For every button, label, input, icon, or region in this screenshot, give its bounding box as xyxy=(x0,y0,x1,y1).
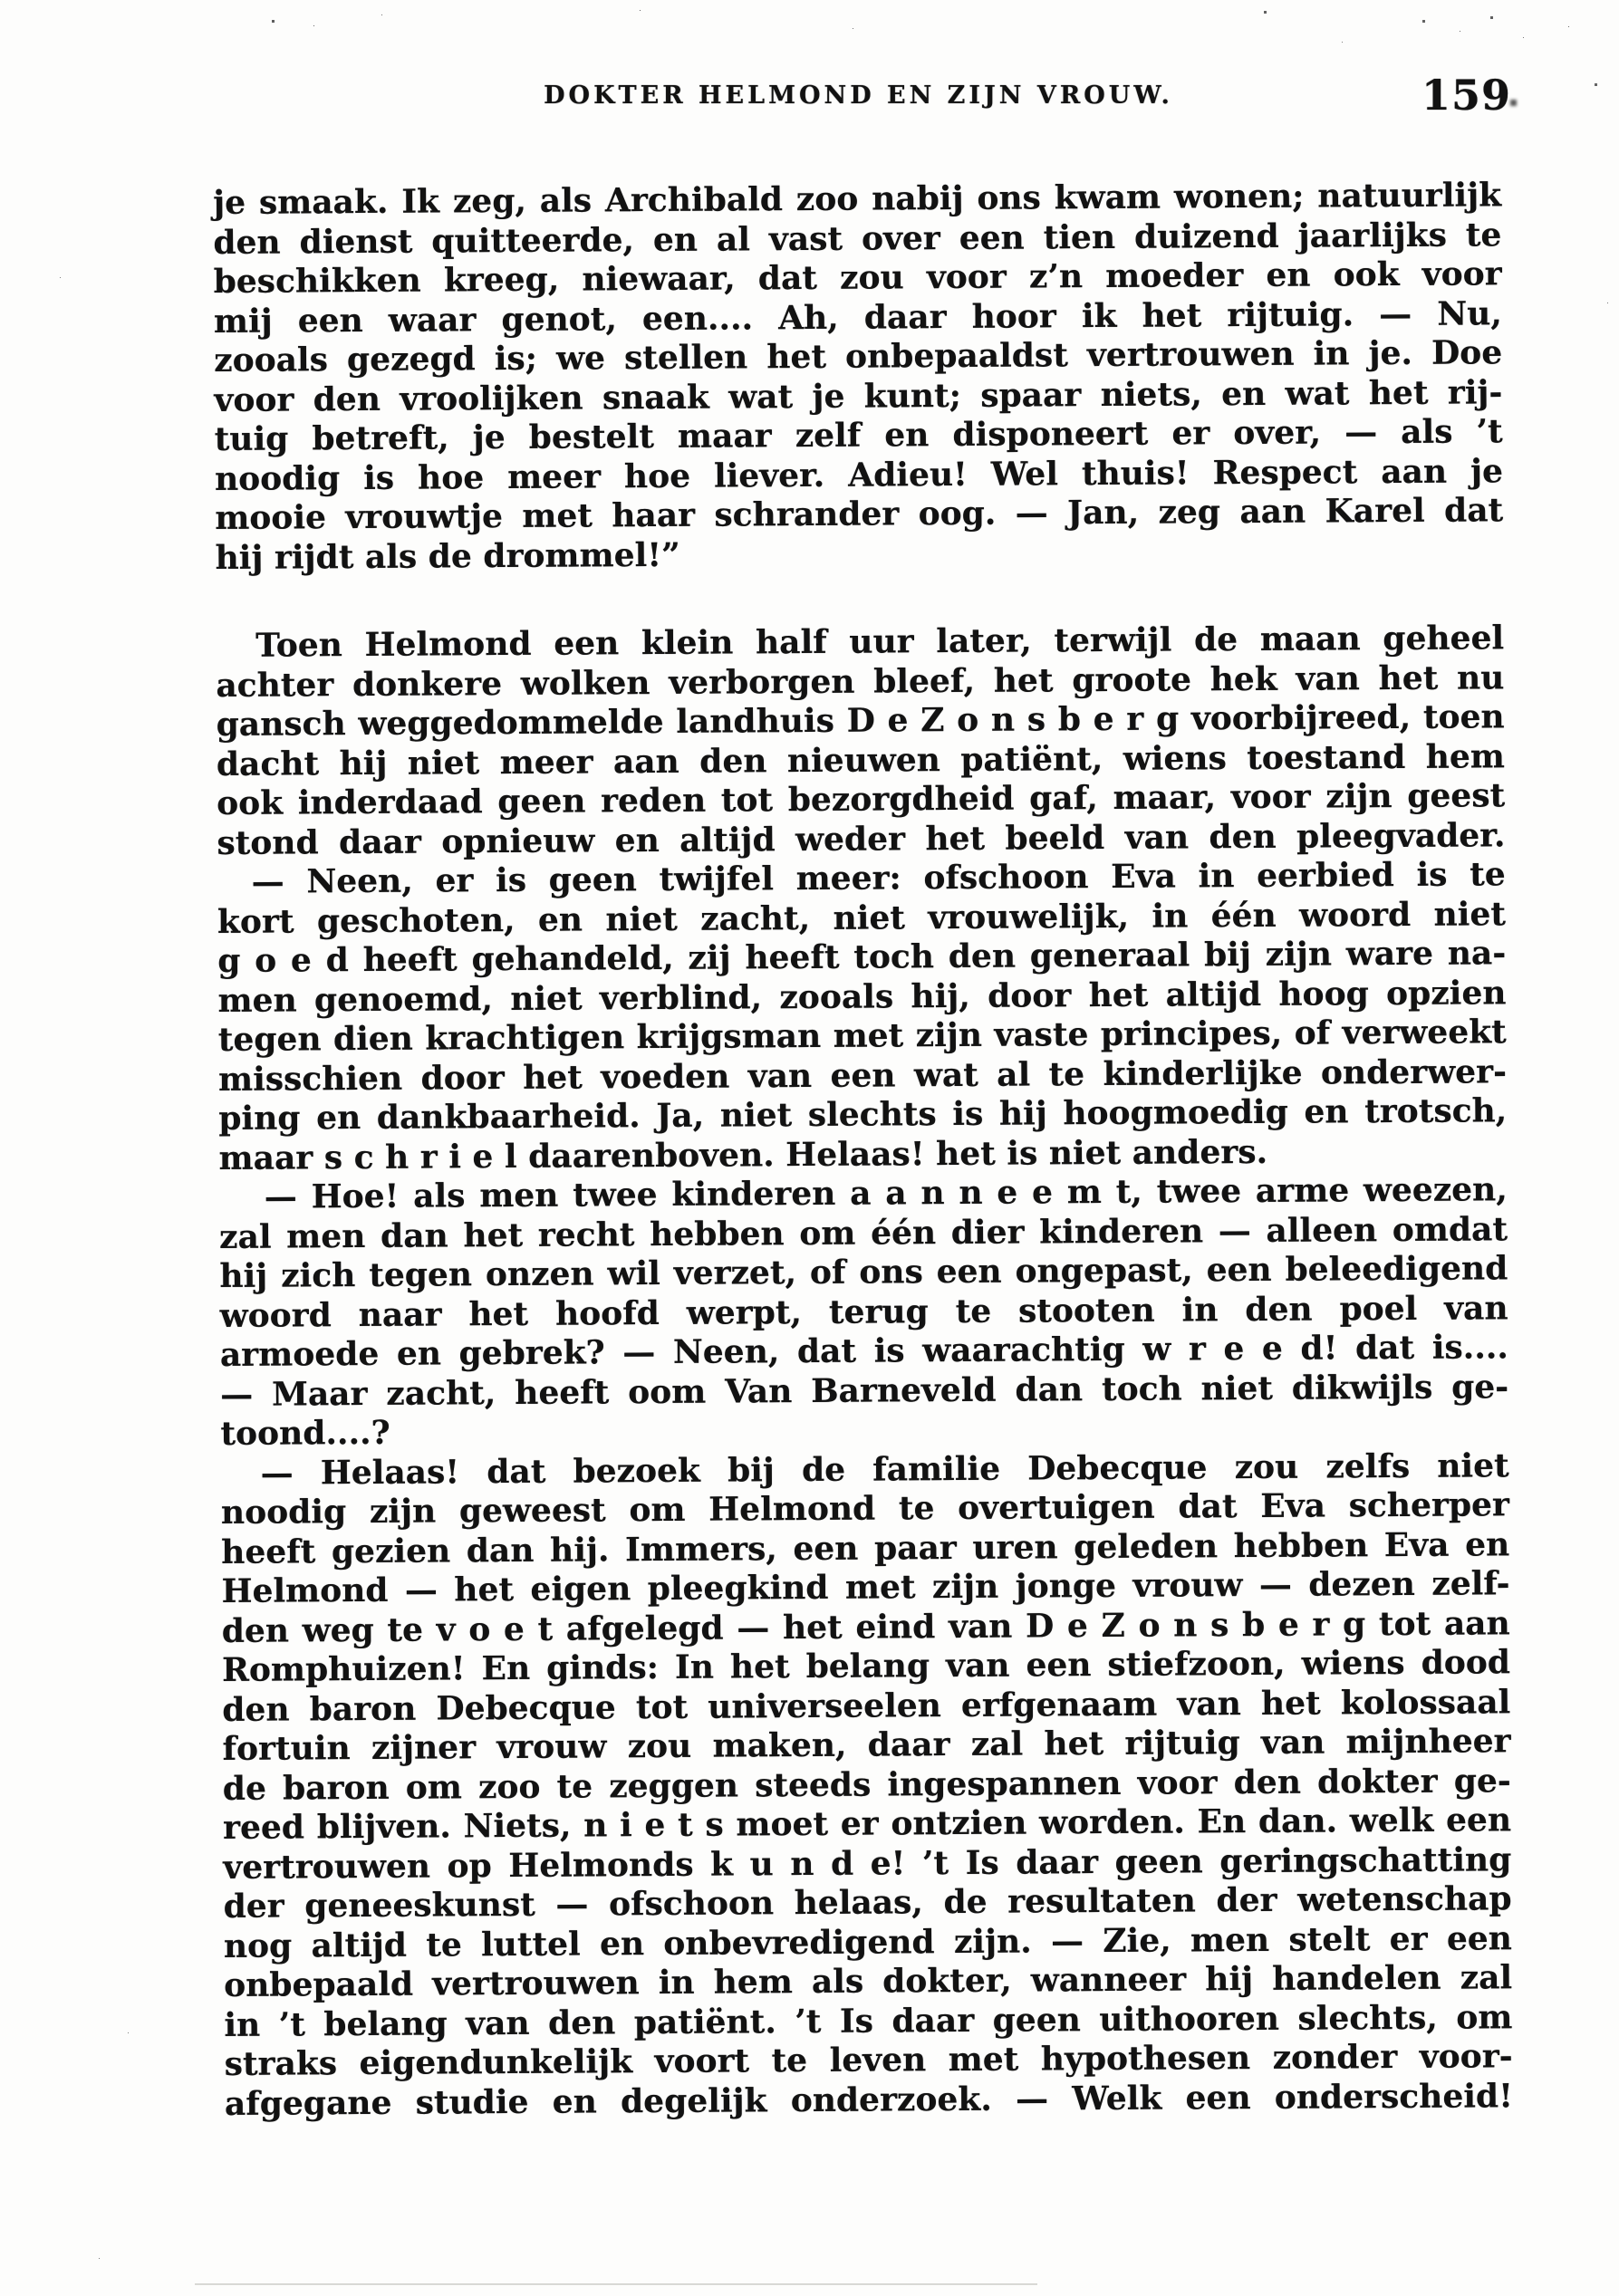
text-line: hij zich tegen onzen wil verzet, of ons een ongepast, een beleedigend xyxy=(219,1249,1508,1295)
text-line: men genoemd, niet verblind, zooals hij, door het altijd hoog opzien xyxy=(217,973,1507,1020)
text-line: voor den vroolijken snaak wat je kunt; spaar niets, en wat het rij- xyxy=(214,372,1503,419)
text-line: — Hoe! als men twee kinderen a a n n e e m t, twee arme weezen, xyxy=(264,1170,1508,1216)
text-line: Toen Helmond een klein half uur later, terwijl de maan geheel xyxy=(255,619,1505,665)
text-line: gansch weggedommelde landhuis D e Z o n s b e r g voorbijreed, toen xyxy=(216,697,1505,744)
text-line: — Maar zacht, heeft oom Van Barneveld dan toch niet dikwijls ge- xyxy=(220,1367,1509,1414)
text-line: onbepaald vertrouwen in hem als dokter, wanneer hij handelen zal xyxy=(224,1958,1513,2004)
text-line: beschikken kreeg, niewaar, dat zou voor z’n moeder en ook voor xyxy=(213,255,1502,301)
text-line: tuig betreft, je bestelt maar zelf en disponeert er over, — als ’t xyxy=(214,412,1503,458)
text-line: dacht hij niet meer aan den nieuwen patiënt, wiens toestand hem xyxy=(216,736,1506,783)
page-number: 159 xyxy=(1421,71,1511,120)
scan-noise-specks xyxy=(0,0,3,3)
text-line: — Helaas! dat bezoek bij de familie Debecque zou zelfs niet xyxy=(260,1446,1509,1493)
text-line: ook inderdaad geen reden tot bezorgdheid gaf, maar, voor zijn geest xyxy=(217,776,1506,822)
page-header xyxy=(213,71,1511,129)
text-line: noodig is hoe meer hoe liever. Adieu! Wel thuis! Respect aan je xyxy=(214,451,1504,498)
text-line: zooals gezegd is; we stellen het onbepaaldst vertrouwen in je. Doe xyxy=(214,333,1503,379)
text-line: fortuin zijner vrouw zou maken, daar zal het rijtuig van mijnheer xyxy=(222,1722,1511,1768)
page-body-text xyxy=(213,176,1513,2124)
text-line: achter donkere wolken verborgen bleef, het groote hek van het nu xyxy=(216,658,1505,705)
text-line: stond daar opnieuw en altijd weder het beeld van den pleegvader. xyxy=(217,815,1506,862)
text-line: nog altijd te luttel en onbevredigend zijn. — Zie, men stelt er een xyxy=(223,1918,1512,1965)
text-line: misschien door het voeden van een wat al te kinderlijke onderwer- xyxy=(217,1052,1508,1099)
text-line: Helmond — het eigen pleegkind met zijn jonge vrouw — dezen zelf- xyxy=(221,1564,1510,1610)
text-line: in ’t belang van den patiënt. ’t Is daar geen uithooren slechts, om xyxy=(224,1997,1513,2044)
text-line: je smaak. Ik zeg, als Archibald zoo nabij ons kwam wonen; natuurlijk xyxy=(213,176,1502,222)
text-line: de baron om zoo te zeggen steeds ingespannen voor den dokter ge- xyxy=(222,1761,1511,1808)
text-line: zal men dan het recht hebben om één dier kinderen — alleen omdat xyxy=(218,1209,1508,1256)
text-line: den dienst quitteerde, en al vast over een tien duizend jaarlijks te xyxy=(213,215,1502,262)
text-line: heeft gezien dan hij. Immers, een paar uren geleden hebben Eva en xyxy=(221,1524,1510,1571)
text-line: kort geschoten, en niet zacht, niet vrouwelijk, in één woord niet xyxy=(217,894,1507,941)
text-line: vertrouwen op Helmonds k u n d e! ’t Is daar geen geringschatting xyxy=(223,1840,1512,1887)
scan-line-artifact xyxy=(195,2283,1037,2285)
text-line: g o e d heeft gehandeld, zij heeft toch den generaal bij zijn ware na- xyxy=(217,934,1507,980)
text-line: den weg te v o e t afgelegd — het eind van D e Z o n s b e r g tot aan xyxy=(221,1603,1510,1650)
text-line: mij een waar genot, een.... Ah, daar hoor ik het rijtuig. — Nu, xyxy=(213,293,1503,341)
text-line: straks eigendunkelijk voort te leven met hypothesen zonder voor- xyxy=(224,2037,1513,2083)
text-line: woord naar het hoofd werpt, terug te stooten in den poel van xyxy=(219,1288,1508,1335)
text-line: den baron Debecque tot universeelen erfgenaam van het kolossaal xyxy=(222,1682,1511,1729)
text-line: afgegane studie en degelijk onderzoek. — Welk een onderscheid! xyxy=(224,2076,1514,2123)
text-line: der geneeskunst — ofschoon helaas, de resultaten der wetenschap xyxy=(223,1879,1512,1926)
text-line: maar s c h r i e l daarenboven. Helaas! het is niet anders. xyxy=(218,1132,1268,1177)
text-line: hij rijdt als de drommel!” xyxy=(215,535,680,577)
text-line: noodig zijn geweest om Helmond te overtuigen dat Eva scherper xyxy=(220,1485,1510,1532)
text-line: tegen dien krachtigen krijgsman met zijn vaste principes, of verweekt xyxy=(217,1013,1507,1059)
text-line: mooie vrouwtje met haar schrander oog. — Jan, zeg aan Karel dat xyxy=(215,491,1504,537)
text-line: — Neen, er is geen twijfel meer: ofschoon Eva in eerbied is te xyxy=(251,855,1506,901)
text-line: reed blijven. Niets, n i e t s moet er ontzien worden. En dan. welk een xyxy=(222,1801,1512,1847)
text-line: Romphuizen! En ginds: In het belang van een stiefzoon, wiens dood xyxy=(221,1643,1511,1689)
text-line: ping en dankbaarheid. Ja, niet slechts is hij hoogmoedig en trotsch, xyxy=(218,1091,1508,1138)
running-title: DOKTER HELMOND EN ZIJN VROUW. xyxy=(544,82,1173,110)
text-line: armoede en gebrek? — Neen, dat is waarachtig w r e e d! dat is.... xyxy=(219,1328,1509,1374)
text-line: toond....? xyxy=(220,1413,390,1453)
